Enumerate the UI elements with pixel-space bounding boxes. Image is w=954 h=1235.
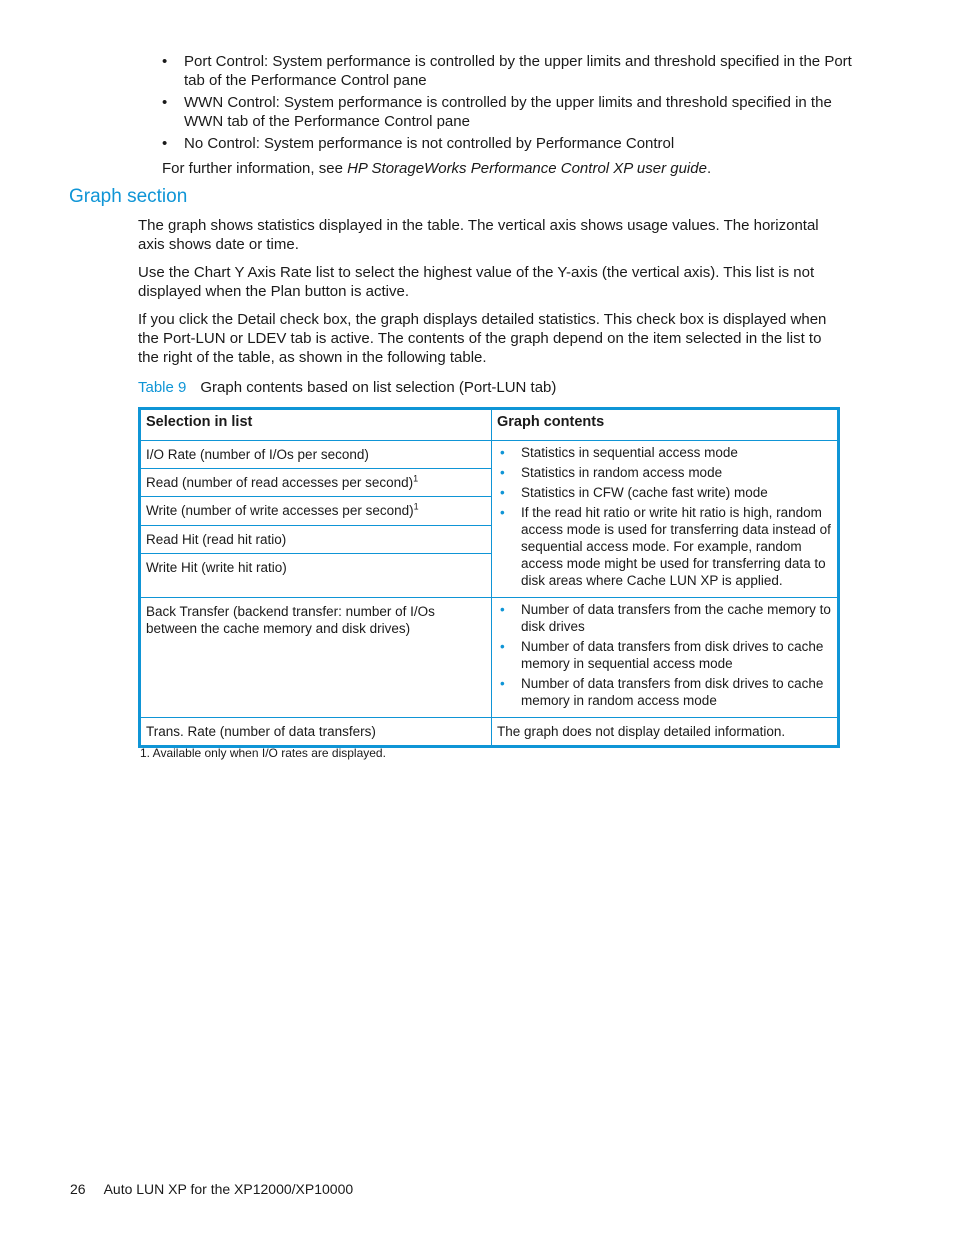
paragraph-detail-checkbox: If you click the Detail check box, the graph displays detailed statistics. This check box is displayed when the Port-LUN or LDEV tab is active. The contents of the graph depend on the item selected in the list to the right of the table, as shown in the following table. [138, 311, 827, 366]
graph-contents-table [138, 407, 840, 748]
list-item: • If the read hit ratio or write hit ratio is high, random access mode is used for transferring data instead of sequential access mode. For example, random access mode might be used for transferring data to disk areas where Cache LUN XP is applied. [500, 505, 831, 588]
header-selection-in-list: Selection in list [140, 409, 492, 441]
contents-cell [492, 598, 839, 718]
selection-cell: Read (number of read accesses per second)$^1$ [140, 469, 492, 497]
table-row [140, 718, 839, 747]
list-item: • Number of data transfers from disk drives to cache memory in sequential access mode [500, 639, 824, 671]
bullet-dot-icon: • [162, 94, 168, 111]
table-footnote: 1. Available only when I/O rates are displayed. [140, 746, 386, 760]
footnote-marker: 1 [413, 473, 419, 484]
intro-bullet-wwn-control: • WWN Control: System performance is controlled by the upper limits and threshold specified in the WWN tab of the Performance Control pane [162, 94, 832, 130]
table-number: Table 9 [138, 379, 187, 396]
selection-cell: I/O Rate (number of I/Os per second) [140, 441, 492, 469]
page-number: 26 [70, 1181, 86, 1197]
intro-bullet-port-control: • Port Control: System performance is controlled by the upper limits and threshold specified in the Port tab of the Performance Control pane [162, 53, 852, 89]
selection-cell: Read Hit (read hit ratio) [140, 525, 492, 553]
intro-bullet-no-control: • No Control: System performance is not controlled by Performance Control [162, 135, 675, 152]
section-heading: Graph section [69, 186, 188, 207]
contents-cell [492, 441, 839, 598]
list-item: • Statistics in sequential access mode [500, 445, 738, 460]
further-information-note: For further information, see HP StorageWorks Performance Control XP user guide. [162, 160, 712, 177]
intro-bullet-list [162, 52, 852, 156]
table-row [140, 441, 839, 469]
selection-cell: Trans. Rate (number of data transfers) [140, 718, 492, 747]
table-header-row [140, 409, 839, 441]
bullet-dot-icon: • [500, 445, 505, 460]
paragraph-graph-overview: The graph shows statistics displayed in the table. The vertical axis shows usage values. The horizontal axis shows date or time. [138, 217, 819, 253]
footnote-marker: 1 [413, 501, 419, 512]
bullet-dot-icon: • [162, 53, 168, 70]
table-row [140, 598, 839, 718]
contents-cell: The graph does not display detailed information. [492, 718, 839, 747]
bullet-dot-icon: • [500, 602, 505, 617]
table-caption-text: Graph contents based on list selection (Port-LUN tab) [200, 379, 557, 396]
bullet-dot-icon: • [162, 135, 168, 152]
paragraph-chart-y-axis: Use the Chart Y Axis Rate list to select the highest value of the Y-axis (the vertical axis). This list is not displayed when the Plan button is active. [138, 264, 815, 300]
list-item: • Number of data transfers from the cache memory to disk drives [500, 602, 831, 634]
selection-cell: Write Hit (write hit ratio) [140, 553, 492, 597]
page-footer [70, 1180, 353, 1198]
bullet-dot-icon: • [500, 639, 505, 654]
list-item: • Statistics in CFW (cache fast write) mode [500, 485, 768, 500]
table-caption [138, 378, 556, 397]
document-title: Auto LUN XP for the XP12000/XP10000 [103, 1181, 354, 1197]
bullet-dot-icon: • [500, 676, 505, 691]
bullet-dot-icon: • [500, 505, 505, 520]
header-graph-contents: Graph contents [492, 409, 839, 441]
bullet-dot-icon: • [500, 465, 505, 480]
graph-contents-list [497, 601, 831, 709]
selection-cell: Back Transfer (backend transfer: number of I/Os between the cache memory and disk drives) [140, 598, 492, 718]
list-item: • Number of data transfers from disk drives to cache memory in random access mode [500, 676, 824, 708]
bullet-dot-icon: • [500, 485, 505, 500]
graph-contents-list [497, 444, 831, 589]
list-item: • Statistics in random access mode [500, 465, 723, 480]
guide-title-reference: HP StorageWorks Performance Control XP user guide [347, 160, 707, 177]
selection-cell: Write (number of write accesses per second)$^1$ [140, 497, 492, 525]
